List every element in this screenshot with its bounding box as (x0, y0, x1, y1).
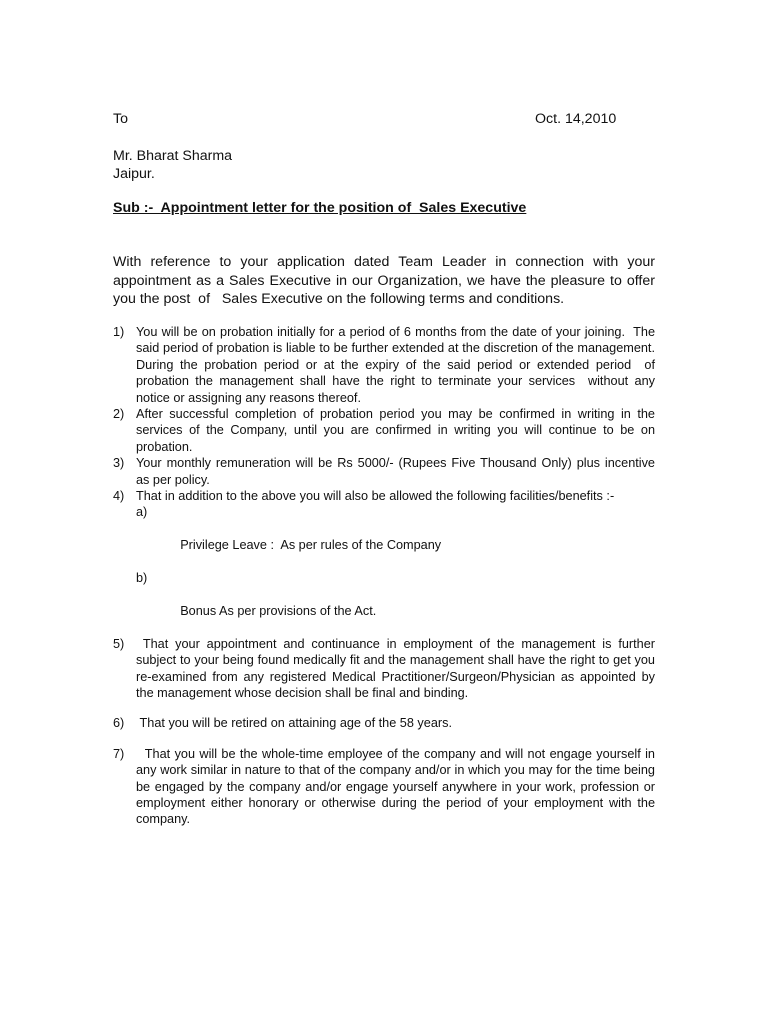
benefit-letter: a) (136, 505, 148, 520)
spacer (113, 732, 655, 746)
term-text: That in addition to the above you will also be allowed the following facilities/benefits :- (136, 489, 615, 504)
spacer (113, 701, 655, 715)
term-text: You will be on probation initially for a period of 6 months from the date of your joining. The said period of probation is liable to be further extended at the discretion of the management. During the probation period or at the expiry of the said period or extended period of probation the management shall have the right to terminate your services without any notice or assigning any reasons thereof. (136, 325, 663, 405)
term-text: After successful completion of probation period you may be confirmed in writing in the services of the Company, until you are confirmed in writing you will continue to be on probation. (136, 407, 659, 454)
addressee-name: Mr. Bharat Sharma (113, 148, 233, 164)
term-item-7 (113, 746, 659, 828)
term-text: That you will be retired on attaining age of the 58 years. (136, 716, 452, 731)
term-text: That you will be the whole-time employee of the company and will not engage yourself in any work similar in nature to that of the company and/or in which you may for the time being be engaged by the company and/or engage yourself anywhere in your work, profession or employment either honorary or otherwise during the period of your employment with the company. (136, 746, 659, 827)
addressee-block (113, 147, 232, 183)
benefit-text: Privilege Leave : As per rules of the Company (180, 538, 442, 553)
term-number: 2) (113, 407, 125, 422)
term-number: 6) (113, 716, 125, 731)
term-item-4 (113, 488, 655, 636)
term-text: That your appointment and continuance in employment of the management is further subject to your being found medically fit and the management shall have the right to get you re-examined from any registered Medical Practitioner/Surgeon/Physician as appointed by the management whose decision shall be final and binding. (136, 636, 659, 700)
term-item-6 (113, 715, 655, 731)
benefit-item-b (136, 570, 655, 636)
term-item-5 (113, 636, 659, 702)
term-item-2 (113, 406, 659, 455)
to-label: To (113, 111, 128, 127)
intro-paragraph: With reference to your application dated Team Leader in connection with your appointment as a Sales Executive in our Organization, we have the pleasure to offer you the post of Sales Executive on the following terms and conditions. (113, 254, 659, 307)
term-number: 1) (113, 325, 125, 339)
benefit-letter: b) (136, 571, 148, 586)
term-item-3 (113, 455, 659, 488)
letter-header (113, 111, 633, 131)
term-number: 3) (113, 456, 125, 471)
subject-line: Sub :- Appointment letter for the position of Sales Executive (113, 200, 527, 216)
term-number: 4) (113, 489, 125, 504)
term-item-1 (113, 324, 663, 406)
term-number: 7) (113, 746, 125, 761)
benefit-text: Bonus As per provisions of the Act. (180, 603, 377, 618)
terms-list (113, 324, 663, 828)
benefit-item-a (136, 504, 655, 570)
term-number: 5) (113, 636, 125, 651)
term-text: Your monthly remuneration will be Rs 5000/- (Rupees Five Thousand Only) plus incentive as per policy. (136, 456, 659, 487)
letter-date: Oct. 14,2010 (535, 111, 617, 127)
addressee-city: Jaipur. (113, 166, 155, 182)
